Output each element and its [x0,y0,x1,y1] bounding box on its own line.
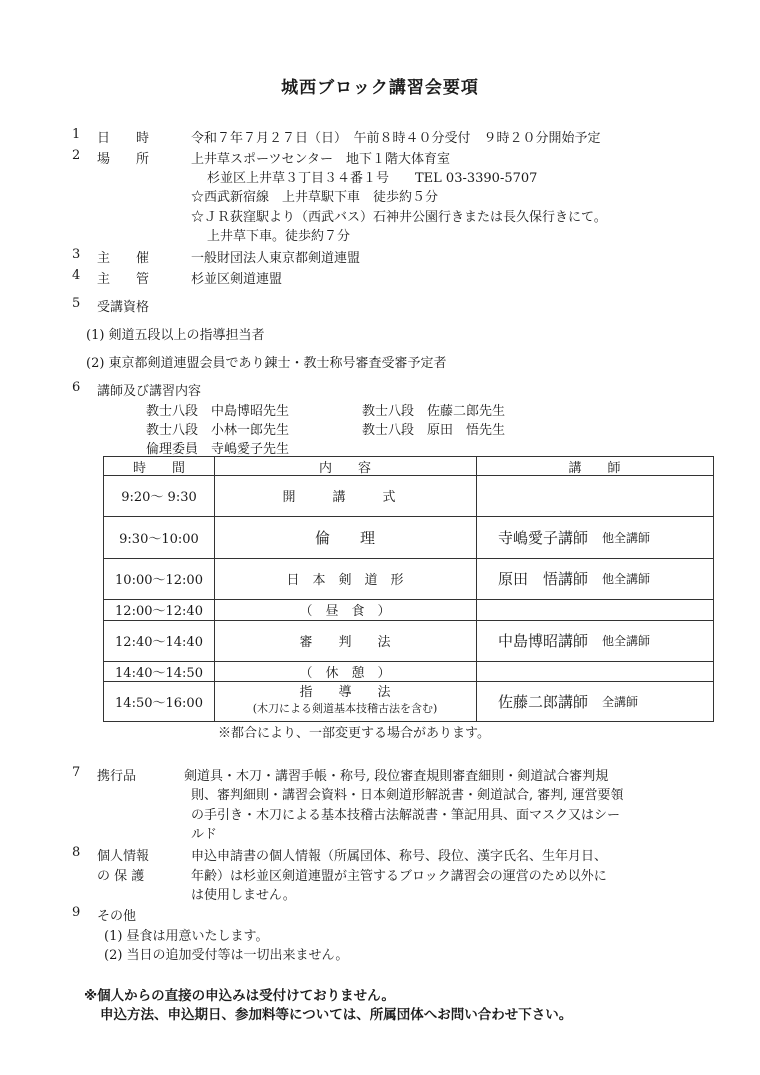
item-number: 4 [72,268,81,283]
item-number: 7 [72,765,81,780]
page-title: 城西ブロック講習会要項 [281,78,479,98]
content-main: 指 導 法 [299,685,391,700]
item-number: 9 [72,905,81,920]
row-content: 日 本 剣 道 形 [286,573,404,588]
lecturer-name: 佐藤二郎講師 [498,692,589,711]
row-content [214,681,476,721]
row-content: 審 判 法 [299,635,391,650]
row-content: （ 昼 食 ） [299,604,391,619]
item-label-organizer: 主 催 [97,251,150,266]
lecturer-note: 他全講師 [602,530,651,545]
item-label-privacy-2: の 保 護 [97,869,145,884]
belongings-line: 則、審判細則・講習会資料・日本剣道形解説書・剣道試合, 審判, 運営要領 [191,788,624,803]
item-label-venue: 場 所 [97,152,150,167]
lecturer-note: 全講師 [602,694,639,709]
lecturer-entry: 倫理委員 寺嶋愛子先生 [146,442,290,457]
row-time: 14:40～14:50 [115,665,203,681]
row-lecturer [476,681,713,721]
item-number: 1 [72,127,81,142]
manager-text: 杉並区剣道連盟 [191,272,283,287]
row-lecturer [476,620,713,661]
other-1: (1) 昼食は用意いたします。 [104,929,269,944]
row-time: 12:00～12:40 [115,604,203,619]
item-number: 6 [72,380,81,395]
belongings-line: ルド [191,827,218,842]
row-time: 12:40～14:40 [115,635,203,650]
row-lecturer [476,516,713,558]
lecturer-note: 他全講師 [602,572,651,586]
venue-access-3: 上井草下車。徒歩約７分 [207,229,351,244]
privacy-line: 申込申請書の個人情報（所属団体、称号、段位、漢字氏名、生年月日、 [191,849,608,864]
item-label-other: その他 [97,909,137,924]
row-time: 9:20～ 9:30 [121,490,197,505]
lecturer-name: 原田 悟講師 [498,570,589,588]
eligibility-2: (2) 東京都剣道連盟会員であり錬士・教士称号審査受審予定者 [86,356,447,371]
item-number: 2 [72,148,81,163]
item-number: 8 [72,845,81,860]
item-number: 3 [72,247,81,262]
item-label-privacy: 個人情報 [97,849,150,864]
lecturer-entry: 教士八段 中島博昭先生 [146,404,290,419]
row-content: （ 休 憩 ） [299,665,391,681]
item-number: 5 [72,296,81,311]
lecturer-name: 中島博昭講師 [498,632,589,650]
row-time: 9:30～10:00 [119,531,199,547]
item-label-lecturers: 講師及び講習内容 [97,384,202,399]
item-label-manager: 主 管 [97,272,150,287]
venue-address: 杉並区上井草３丁目３４番１号 TEL 03-3390-5707 [207,171,538,186]
privacy-line: 年齢）は杉並区剣道連盟が主管するブロック講習会の運営のため以外に [191,869,607,884]
schedule-table [103,456,714,722]
venue-access-2: ☆ＪＲ荻窪駅より（西武バス）石神井公園行きまたは長久保行きにて。 [191,210,607,225]
other-2: (2) 当日の追加受付等は一切出来ません。 [104,948,349,963]
item-label-datetime: 日 時 [97,131,150,146]
lecturer-entry: 教士八段 小林一郎先生 [146,423,290,438]
row-time: 10:00～12:00 [115,573,203,588]
belongings-line: 剣道具・木刀・講習手帳・称号, 段位審査規則審査細則・剣道試合審判規 [184,769,609,784]
notice-line-2: 申込方法、申込期日、参加料等については、所属団体へお問い合わせ下さい。 [100,1007,573,1023]
schedule-footnote: ※都合により、一部変更する場合があります。 [218,726,490,741]
header-time: 時 間 [132,460,185,476]
row-lecturer [476,558,713,599]
lecturer-entry: 教士八段 佐藤二郎先生 [362,404,506,419]
header-lecturer: 講 師 [568,460,621,476]
privacy-line: は使用しません。 [191,888,296,903]
row-content: 倫 理 [314,528,375,547]
row-content: 開 講 式 [282,490,408,505]
lecturer-name: 寺嶋愛子講師 [498,528,589,547]
eligibility-1: (1) 剣道五段以上の指導担当者 [86,328,265,343]
lecturer-note: 他全講師 [602,634,651,648]
venue-access-1: ☆西武新宿線 上井草駅下車 徒歩約５分 [191,190,439,205]
header-content: 内 容 [318,460,371,476]
row-time: 14:50～16:00 [115,695,203,711]
venue-name: 上井草スポーツセンター 地下１階大体育室 [191,152,450,167]
content-sub: (木刀による剣道基本技稽古法を含む) [252,702,438,715]
organizer-text: 一般財団法人東京都剣道連盟 [191,251,361,266]
notice-line-1: ※個人からの直接の申込みは受付けておりません。 [84,988,395,1004]
item-label-eligibility: 受講資格 [97,300,150,315]
item-label-belongings: 携行品 [97,769,137,784]
datetime-text: 令和７年７月２７日（日） 午前８時４０分受付 ９時２０分開始予定 [191,131,601,146]
belongings-line: の手引き・木刀による基本技稽古法解説書・筆記用具、面マスク又はシー [191,808,621,823]
lecturer-entry: 教士八段 原田 悟先生 [362,423,506,438]
